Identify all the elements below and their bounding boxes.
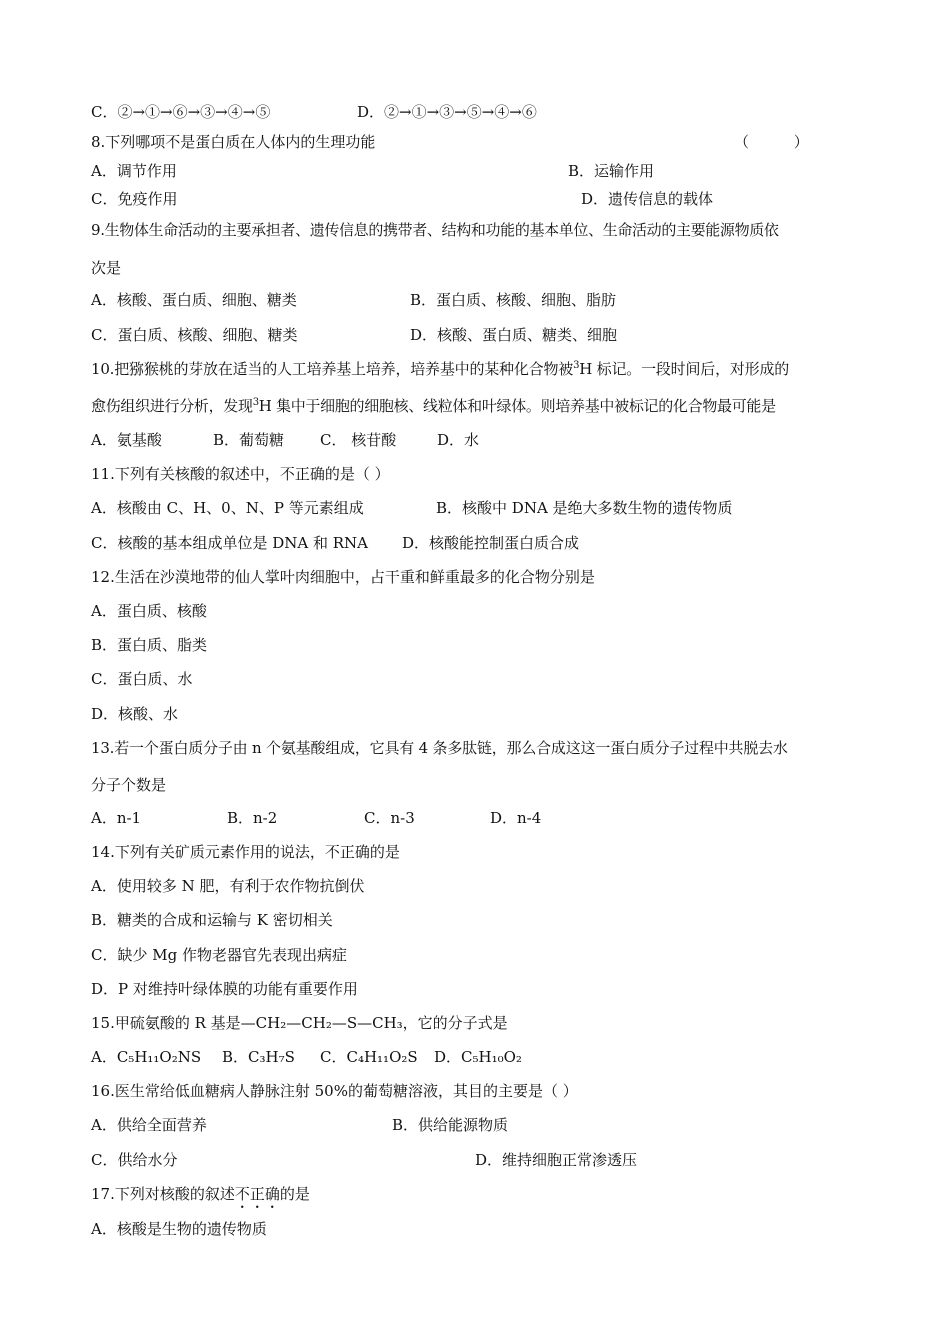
q10-superscript-1: 3 [573, 360, 580, 371]
q12-option-d: D．核酸、水 [91, 705, 179, 723]
q14-option-c: C．缺少 Mg 作物老器官先表现出病症 [91, 946, 347, 964]
q14-option-a: A．使用较多 N 肥，有利于农作物抗倒伏 [91, 877, 365, 895]
q15-option-b: B．C₃H₇S [222, 1048, 295, 1066]
q9-stem-line1: 9.生物体生命活动的主要承担者、遗传信息的携带者、结构和功能的基本单位、生命活动的主要能源物质依 [91, 221, 779, 239]
q13-stem-line1: 13.若一个蛋白质分子由 n 个氨基酸组成，它具有 4 条多肽链，那么合成这这一蛋白质分子过程中共脱去水 [91, 739, 788, 757]
q7-option-d: D．②→①→③→⑤→④→⑥ [357, 103, 537, 121]
q11-option-c: C．核酸的基本组成单位是 DNA 和 RNA [91, 534, 369, 552]
q17-stem-pre: 17.下列对核酸的叙述 [91, 1185, 235, 1203]
q8-option-b: B．运输作用 [568, 162, 655, 180]
q12-option-b: B．蛋白质、脂类 [91, 636, 208, 654]
q9-option-c: C．蛋白质、核酸、细胞、糖类 [91, 326, 298, 344]
q9-stem-line2: 次是 [91, 259, 122, 277]
q17-option-a: A．核酸是生物的遗传物质 [91, 1220, 267, 1238]
q13-option-b: B．n-2 [227, 809, 278, 827]
q16-option-a: A．供给全面营养 [91, 1116, 207, 1134]
q10-stem-line1 [91, 359, 789, 379]
q15-stem: 15.甲硫氨酸的 R 基是—CH₂—CH₂—S—CH₃，它的分子式是 [91, 1014, 508, 1032]
q12-stem: 12.生活在沙漠地带的仙人掌叶肉细胞中，占干重和鲜重最多的化合物分别是 [91, 568, 595, 586]
q13-option-c: C．n-3 [364, 809, 415, 827]
q10-stem-line2-a: 愈伤组织进行分析，发现 [91, 397, 253, 415]
q16-stem: 16.医生常给低血糖病人静脉注射 50%的葡萄糖溶液，其目的主要是（ ） [91, 1082, 578, 1100]
q13-option-a: A．n-1 [91, 809, 142, 827]
q15-option-d: D．C₅H₁₀O₂ [434, 1048, 522, 1066]
q10-stem-line2 [91, 396, 776, 416]
q12-option-a: A．蛋白质、核酸 [91, 602, 207, 620]
q8-option-a: A．调节作用 [91, 162, 177, 180]
q10-option-c: C． 核苷酸 [320, 431, 397, 449]
q11-option-a: A．核酸由 C、H、0、N、P 等元素组成 [91, 499, 364, 517]
q10-stem-line1-b: H 标记。一段时间后，对形成的 [579, 360, 790, 378]
q8-answer-paren: （ ） [734, 133, 809, 151]
q11-option-b: B．核酸中 DNA 是绝大多数生物的遗传物质 [436, 499, 733, 517]
q10-stem-line1-a: 10.把猕猴桃的芽放在适当的人工培养基上培养，培养基中的某种化合物被 [91, 360, 574, 378]
q15-option-c: C．C₄H₁₁O₂S [320, 1048, 418, 1066]
q12-option-c: C．蛋白质、水 [91, 670, 193, 688]
q10-superscript-2: 3 [252, 397, 259, 408]
q10-option-b: B．葡萄糖 [213, 431, 285, 449]
q9-option-d: D．核酸、蛋白质、糖类、细胞 [410, 326, 618, 344]
q11-option-d: D．核酸能控制蛋白质合成 [402, 534, 580, 552]
q15-option-a: A．C₅H₁₁O₂NS [91, 1048, 202, 1066]
q17-stem [91, 1184, 310, 1212]
q17-stem-post: 的是 [279, 1185, 310, 1203]
q14-stem: 14.下列有关矿质元素作用的说法，不正确的是 [91, 843, 400, 861]
q16-option-c: C．供给水分 [91, 1151, 178, 1169]
q16-option-b: B．供给能源物质 [392, 1116, 509, 1134]
q9-option-a: A．核酸、蛋白质、细胞、糖类 [91, 291, 297, 309]
q17-stem-emphasis: 不正确 [234, 1185, 280, 1203]
q10-stem-line2-b: H 集中于细胞的细胞核、线粒体和叶绿体。则培养基中被标记的化合物最可能是 [258, 397, 776, 415]
q10-option-d: D．水 [437, 431, 480, 449]
q13-stem-line2: 分子个数是 [91, 776, 167, 794]
q13-option-d: D．n-4 [490, 809, 542, 827]
q8-option-c: C．免疫作用 [91, 190, 178, 208]
q9-option-b: B．蛋白质、核酸、细胞、脂肪 [410, 291, 617, 309]
q14-option-b: B．糖类的合成和运输与 K 密切相关 [91, 911, 333, 929]
q8-option-d: D．遗传信息的载体 [581, 190, 714, 208]
q14-option-d: D．P 对维持叶绿体膜的功能有重要作用 [91, 980, 358, 998]
q11-stem: 11.下列有关核酸的叙述中，不正确的是（ ） [91, 465, 390, 483]
q16-option-d: D．维持细胞正常渗透压 [475, 1151, 638, 1169]
q7-option-c: C．②→①→⑥→③→④→⑤ [91, 103, 271, 121]
q10-option-a: A．氨基酸 [91, 431, 162, 449]
q8-stem: 8.下列哪项不是蛋白质在人体内的生理功能 [91, 133, 376, 151]
